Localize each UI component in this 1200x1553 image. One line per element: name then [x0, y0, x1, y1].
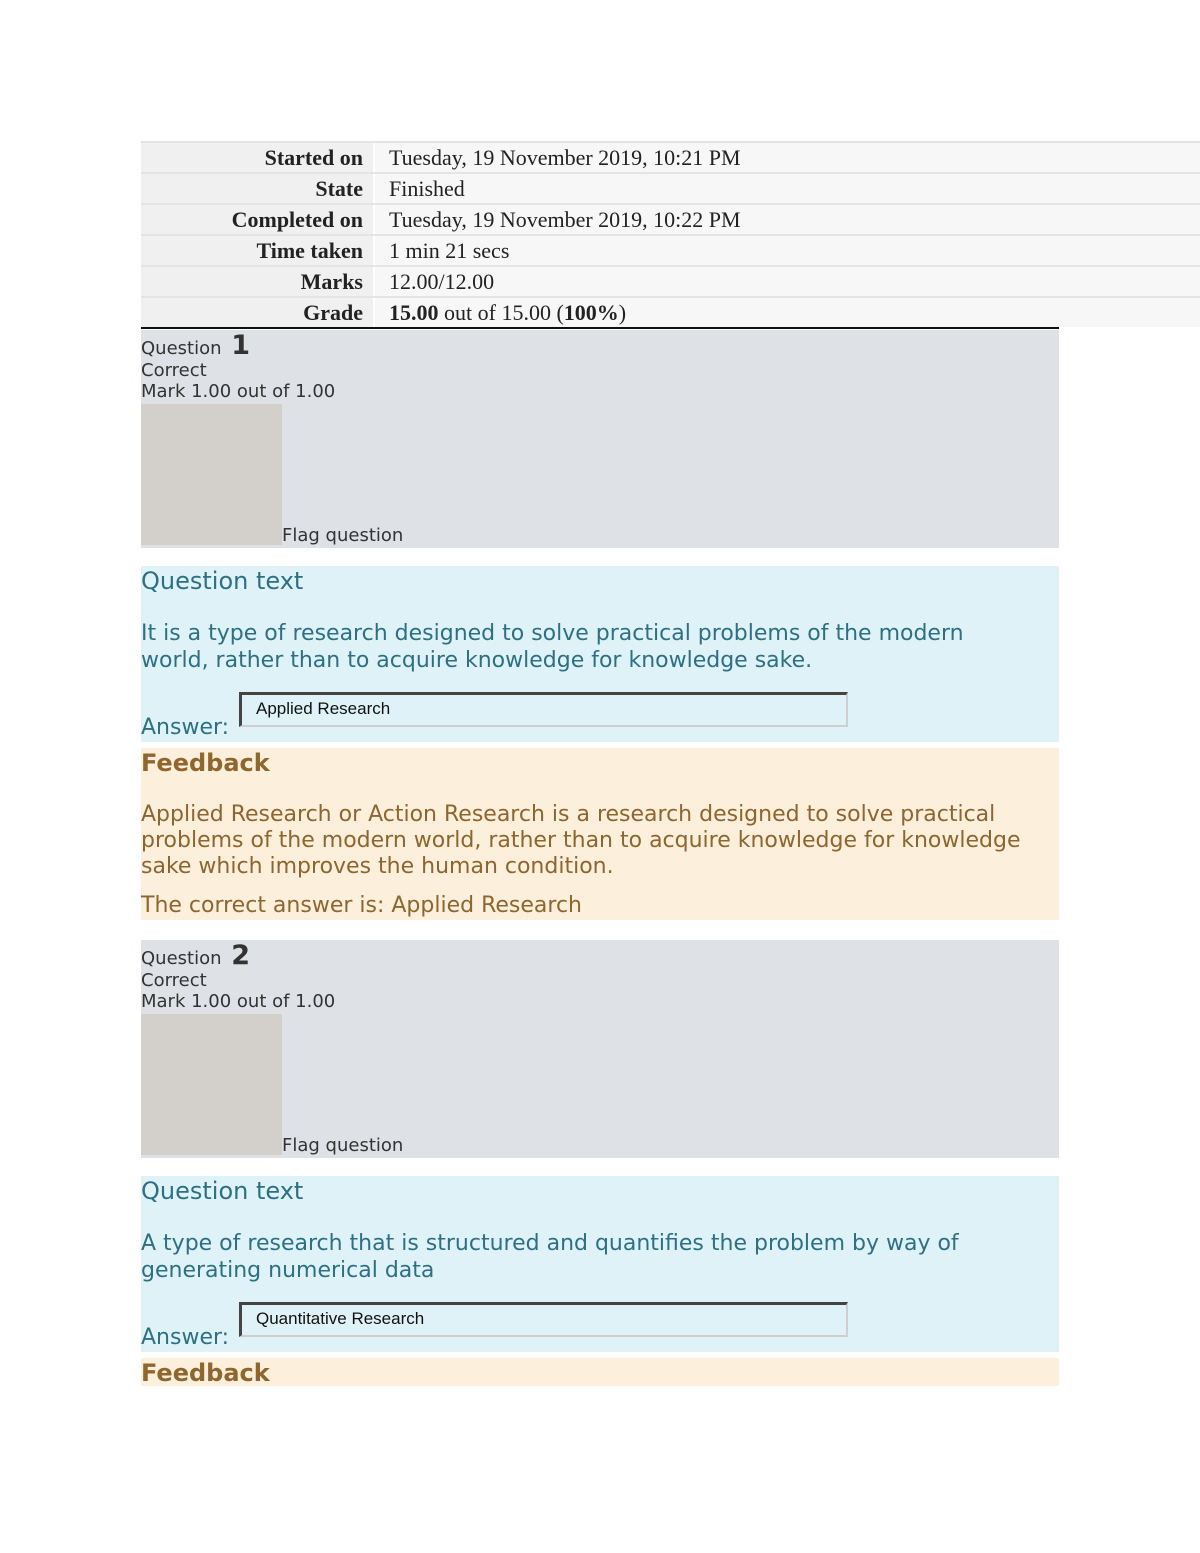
question-feedback-2: [141, 1358, 1059, 1386]
question-feedback-1: [141, 748, 1059, 920]
question-info-1: [141, 330, 1059, 548]
flag-question-link[interactable]: Flag question: [282, 525, 404, 546]
answer-label: Answer:: [141, 715, 230, 740]
grade-out-of: out of 15.00 (: [438, 300, 564, 325]
grade-score: 15.00: [389, 300, 439, 325]
question-state: Correct: [141, 360, 207, 381]
question-number-line: [141, 332, 250, 363]
summary-label: Grade: [141, 298, 373, 327]
answer-field[interactable]: Quantitative Research: [239, 1302, 848, 1337]
feedback-heading: Feedback: [141, 749, 270, 777]
question-state: Correct: [141, 970, 207, 991]
summary-label: Time taken: [141, 236, 373, 265]
summary-row-marks: [141, 265, 1200, 296]
summary-value-grade: [373, 298, 1200, 327]
question-text-heading: Question text: [141, 1177, 304, 1205]
question-text-heading: Question text: [141, 567, 304, 595]
answer-label: Answer:: [141, 1325, 230, 1350]
question-formulation-1: [141, 566, 1059, 742]
question-formulation-2: [141, 1176, 1059, 1352]
summary-value: 12.00/12.00: [373, 267, 1200, 296]
question-number: 1: [231, 330, 251, 361]
question-grade: Mark 1.00 out of 1.00: [141, 381, 336, 402]
summary-row-grade: [141, 296, 1200, 327]
question-number: 2: [231, 940, 251, 971]
question-label: Question: [141, 948, 222, 969]
feedback-heading: Feedback: [141, 1359, 270, 1387]
grade-close: ): [618, 300, 627, 325]
flag-question-link[interactable]: Flag question: [282, 1135, 404, 1156]
correct-answer-text: The correct answer is: Applied Research: [141, 893, 582, 918]
question-grade: Mark 1.00 out of 1.00: [141, 991, 336, 1012]
summary-value: 1 min 21 secs: [373, 236, 1200, 265]
summary-label: Completed on: [141, 205, 373, 234]
question-text: It is a type of research designed to solve practical problems of the modern world, rather than to acquire knowledge for knowledge sake.: [141, 621, 964, 673]
summary-value: Finished: [373, 174, 1200, 203]
summary-divider: [141, 327, 1059, 329]
summary-label: State: [141, 174, 373, 203]
summary-row-state: [141, 172, 1200, 203]
question-number-line: [141, 942, 250, 973]
summary-row-completed: [141, 203, 1200, 234]
question-label: Question: [141, 338, 222, 359]
summary-row-time-taken: [141, 234, 1200, 265]
summary-label: Marks: [141, 267, 373, 296]
answer-field[interactable]: Applied Research: [239, 692, 848, 727]
grade-percent: 100%: [563, 300, 619, 325]
summary-value: Tuesday, 19 November 2019, 10:21 PM: [373, 143, 1200, 172]
summary-label: Started on: [141, 143, 373, 172]
flag-icon[interactable]: [141, 404, 282, 545]
question-info-2: [141, 940, 1059, 1158]
attempt-summary-table: [141, 141, 1200, 327]
summary-value: Tuesday, 19 November 2019, 10:22 PM: [373, 205, 1200, 234]
summary-row-started: [141, 141, 1200, 172]
question-text: A type of research that is structured and quantifies the problem by way of generating numerical data: [141, 1231, 959, 1283]
feedback-text: Applied Research or Action Research is a research designed to solve practical problems of the modern world, rather than to acquire knowledge for knowledge sake which improves the human condition.: [141, 802, 1021, 879]
flag-icon[interactable]: [141, 1014, 282, 1155]
